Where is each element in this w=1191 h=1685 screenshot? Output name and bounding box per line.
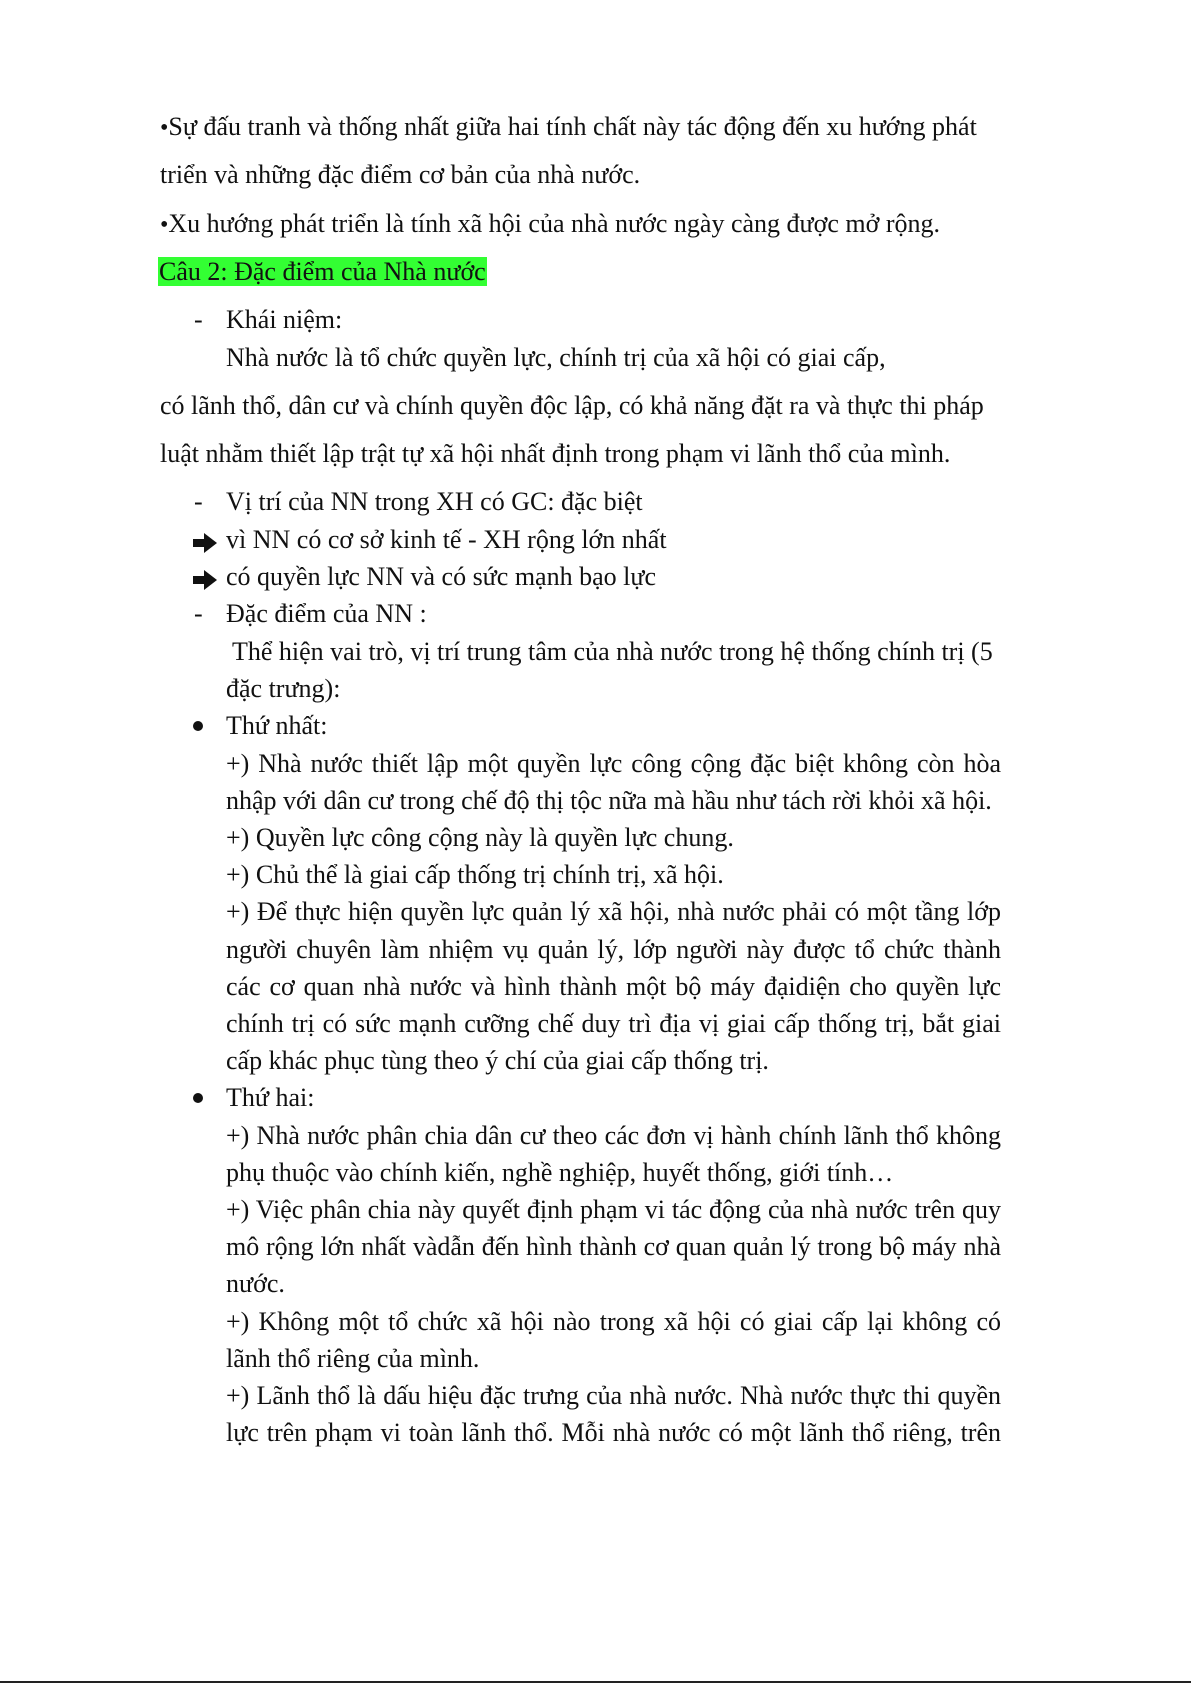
first-line: cấp khác phục tùng theo ý chí của giai cấp thống trị.: [226, 1046, 769, 1075]
features-desc-line-1: Thể hiện vai trò, vị trí trung tâm của nhà nước trong hệ thống chính trị (5: [232, 637, 993, 666]
first-line: +) Chủ thể là giai cấp thống trị chính trị, xã hội.: [226, 860, 724, 889]
second-line: +) Việc phân chia này quyết định phạm vi tác động của nhà nước trên quy: [226, 1195, 1001, 1224]
first-line: chính trị có sức mạnh cưỡng chế duy trì địa vị giai cấp thống trị, bắt giai: [226, 1009, 1001, 1038]
intro-text: Sự đấu tranh và thống nhất giữa hai tính chất này tác động đến xu hướng phát: [168, 112, 977, 141]
position-arrow-1: vì NN có cơ sở kinh tế - XH rộng lớn nhất: [226, 525, 667, 554]
second-line: +) Không một tổ chức xã hội nào trong xã hội có giai cấp lại không có: [226, 1307, 1001, 1336]
dash-bullet: -: [194, 305, 203, 334]
concept-line-3: luật nhằm thiết lập trật tự xã hội nhất định trong phạm vi lãnh thổ của mình.: [160, 439, 951, 468]
second-line: lãnh thổ riêng của mình.: [226, 1344, 480, 1373]
concept-label: Khái niệm:: [226, 305, 343, 334]
second-label: Thứ hai:: [226, 1083, 315, 1112]
heading-text: Câu 2: Đặc điểm của Nhà nước: [159, 257, 486, 286]
arrow-right-icon: [192, 569, 218, 591]
position-label: Vị trí của NN trong XH có GC: đặc biệt: [226, 487, 643, 516]
position-arrow-2: có quyền lực NN và có sức mạnh bạo lực: [226, 562, 656, 591]
intro-paragraph-1-line-2: triển và những đặc điểm cơ bản của nhà nước.: [160, 160, 641, 189]
page-bottom-divider: [0, 1681, 1191, 1683]
bullet-dot-icon: •: [160, 115, 169, 141]
first-line: người chuyên làm nhiệm vụ quản lý, lớp người này được tổ chức thành: [226, 935, 1001, 964]
second-line: phụ thuộc vào chính kiến, nghề nghiệp, huyết thống, giới tính…: [226, 1158, 894, 1187]
second-line: nước.: [226, 1269, 285, 1298]
first-line: các cơ quan nhà nước và hình thành một bộ máy đạidiện cho quyền lực: [226, 972, 1001, 1001]
intro-text: Xu hướng phát triển là tính xã hội của nhà nước ngày càng được mở rộng.: [168, 209, 941, 238]
bullet-dot-icon: •: [160, 212, 169, 238]
round-bullet-icon: [193, 721, 203, 731]
features-label: Đặc điểm của NN :: [226, 599, 427, 628]
intro-paragraph-1-line-1: [160, 111, 977, 144]
first-line: +) Quyền lực công cộng này là quyền lực chung.: [226, 823, 734, 852]
features-desc-line-2: đặc trưng):: [226, 674, 341, 703]
second-line: mô rộng lớn nhất vàdẫn đến hình thành cơ quan quản lý trong bộ máy nhà: [226, 1232, 1001, 1261]
section-heading: [158, 256, 487, 288]
arrow-right-icon: [192, 532, 218, 554]
first-line: +) Nhà nước thiết lập một quyền lực công cộng đặc biệt không còn hòa: [226, 749, 1001, 778]
second-line: +) Lãnh thổ là dấu hiệu đặc trưng của nhà nước. Nhà nước thực thi quyền: [226, 1381, 1001, 1410]
first-label: Thứ nhất:: [226, 711, 328, 740]
second-line: lực trên phạm vi toàn lãnh thổ. Mỗi nhà nước có một lãnh thổ riêng, trên: [226, 1418, 1001, 1447]
concept-line-1: Nhà nước là tổ chức quyền lực, chính trị của xã hội có giai cấp,: [226, 343, 886, 372]
dash-bullet: -: [194, 487, 203, 516]
first-line: nhập với dân cư trong chế độ thị tộc nữa mà hầu như tách rời khỏi xã hội.: [226, 786, 992, 815]
concept-line-2: có lãnh thổ, dân cư và chính quyền độc lập, có khả năng đặt ra và thực thi pháp: [160, 391, 984, 420]
intro-paragraph-2: [160, 208, 940, 241]
round-bullet-icon: [193, 1093, 203, 1103]
second-line: +) Nhà nước phân chia dân cư theo các đơn vị hành chính lãnh thổ không: [226, 1121, 1001, 1150]
first-line: +) Để thực hiện quyền lực quản lý xã hội, nhà nước phải có một tầng lớp: [226, 897, 1001, 926]
dash-bullet: -: [194, 599, 203, 628]
